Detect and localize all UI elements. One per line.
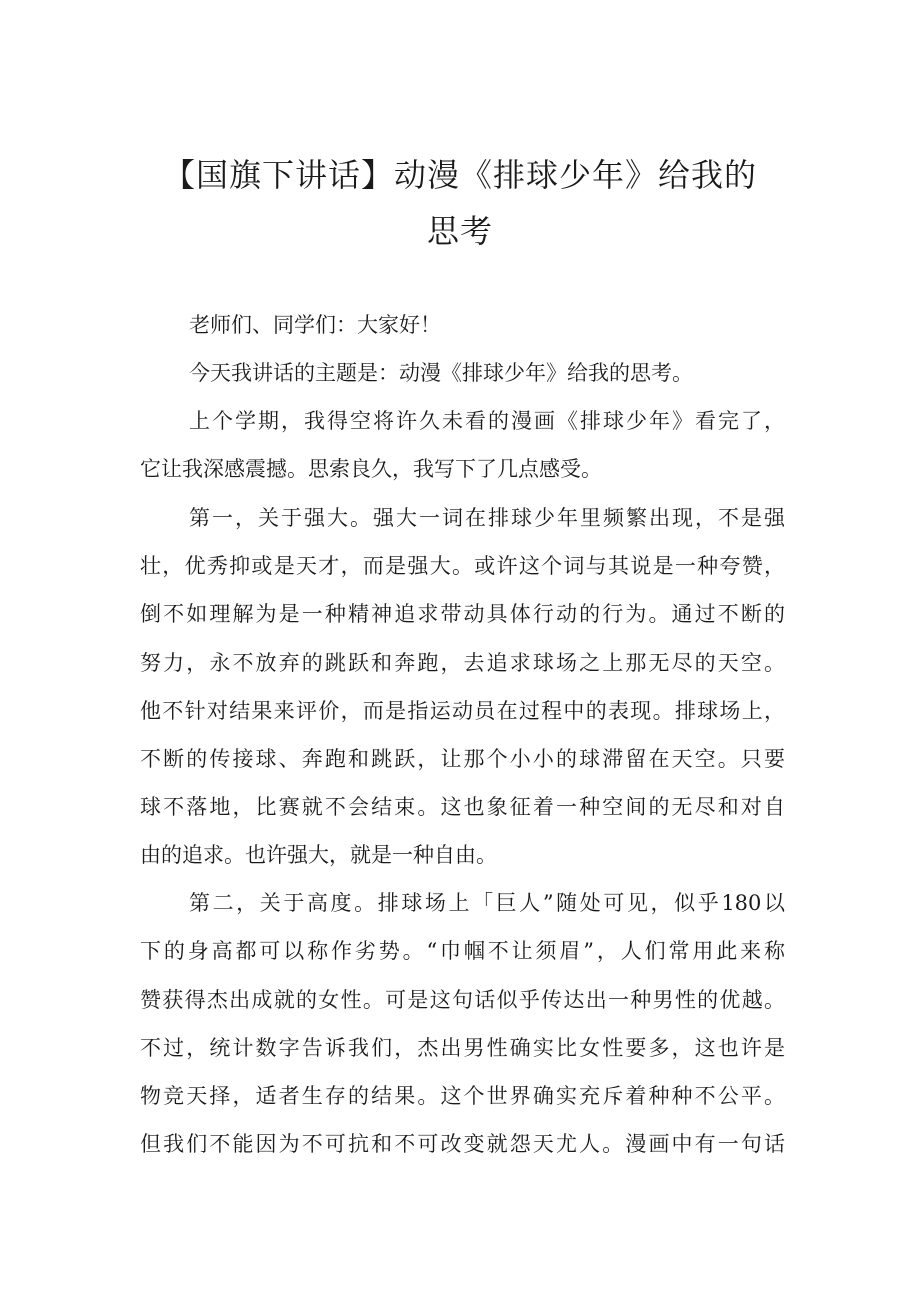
body-line: 他不针对结果来评价，而是指运动员在过程中的表现。排球场上， <box>140 699 785 723</box>
title-line-2: 思考 <box>426 212 493 250</box>
body-line: 不断的传接球、奔跑和跳跃，让那个小小的球滞留在天空。只要 <box>140 747 785 771</box>
body-line: 由的追求。也许强大，就是一种自由。 <box>140 843 497 867</box>
body-line: 不过，统计数字告诉我们，杰出男性确实比女性要多，这也许是 <box>140 1036 785 1060</box>
body-line: 物竞天择，适者生存的结果。这个世界确实充斥着种种不公平。 <box>140 1084 785 1108</box>
body-line: 倒不如理解为是一种精神追求带动具体行动的行为。通过不断的 <box>140 602 785 626</box>
body-line: 第一，关于强大。强大一词在排球少年里频繁出现，不是强 <box>189 506 785 530</box>
body-line: 上个学期，我得空将许久未看的漫画《排球少年》看完了， <box>189 409 785 433</box>
body-line: 它让我深感震撼。思索良久，我写下了几点感受。 <box>140 457 602 481</box>
greeting-line: 老师们、同学们：大家好！ <box>189 313 441 337</box>
body-line: 下的身高都可以称作劣势。“巾帼不让须眉”，人们常用此来称 <box>140 939 785 963</box>
body-line: 第二，关于高度。排球场上「巨人”随处可见，似乎180以 <box>189 891 785 915</box>
body-line: 努力，永不放弃的跳跃和奔跑，去追求球场之上那无尽的天空。 <box>140 651 785 675</box>
body-line: 但我们不能因为不可抗和不可改变就怨天尤人。漫画中有一句话 <box>140 1132 785 1156</box>
topic-line: 今天我讲话的主题是：动漫《排球少年》给我的思考。 <box>189 361 693 385</box>
body-line: 壮，优秀抑或是天才，而是强大。或许这个词与其说是一种夸赞， <box>140 554 785 578</box>
body-line: 球不落地，比赛就不会结束。这也象征着一种空间的无尽和对自 <box>140 795 785 819</box>
body-line: 赞获得杰出成就的女性。可是这句话似乎传达出一种男性的优越。 <box>140 988 785 1012</box>
title-line-1: 【国旗下讲话】动漫《排球少年》给我的 <box>162 156 757 194</box>
